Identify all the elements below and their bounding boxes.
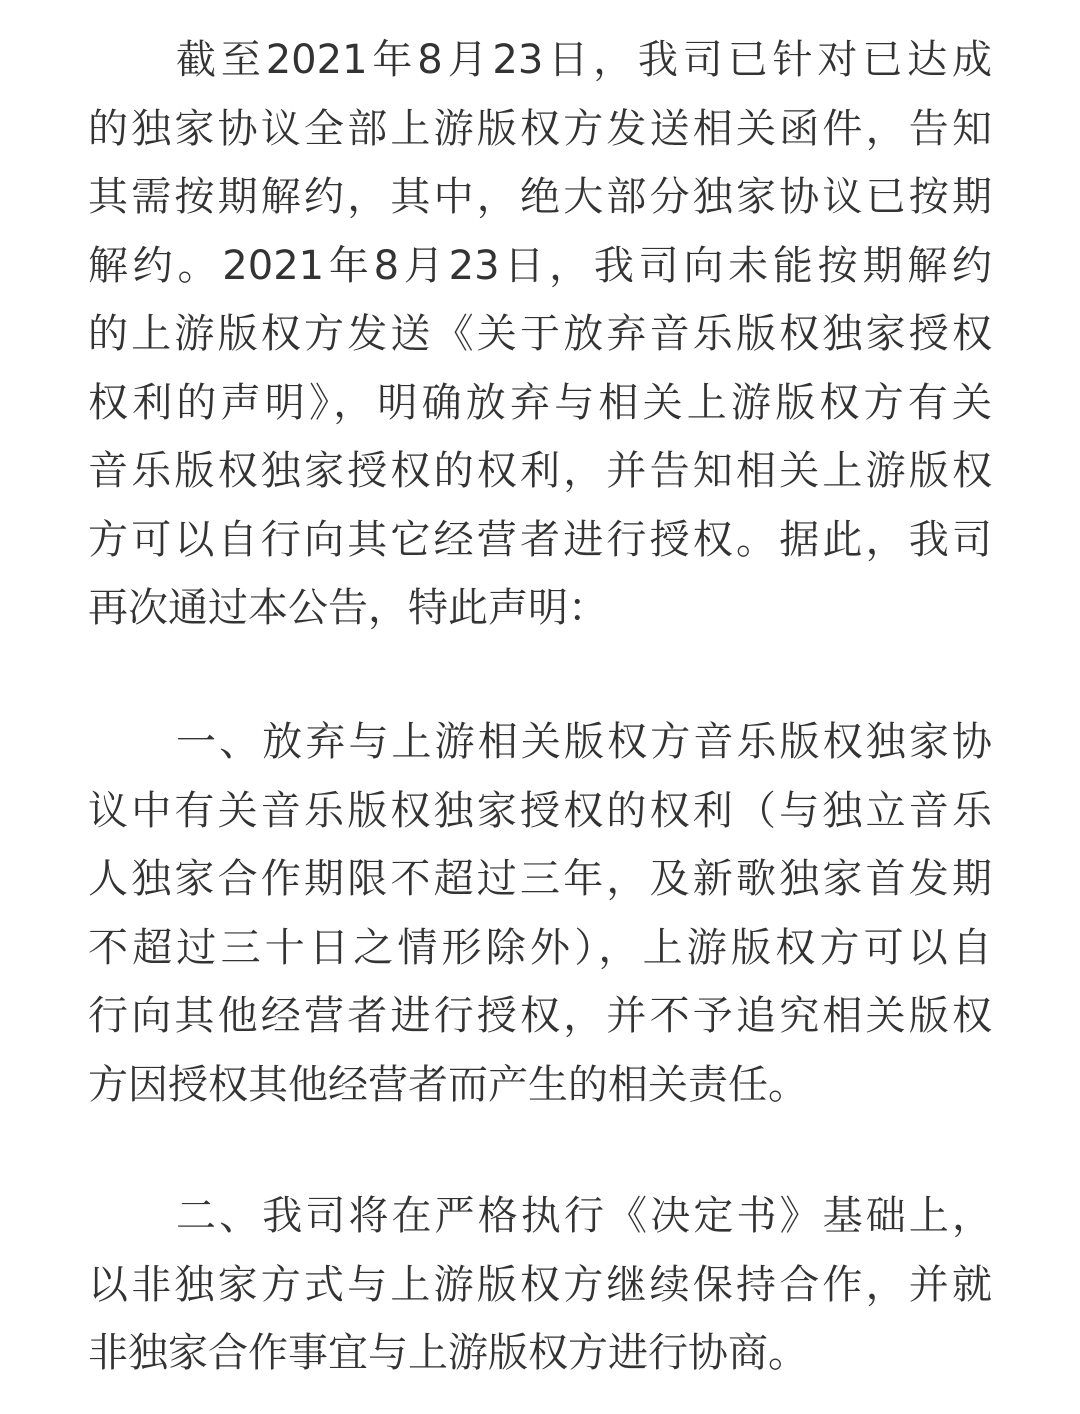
text-line: 解约。2021年8月23日，我司向未能按期解约	[88, 242, 992, 289]
text-line: 人独家合作期限不超过三年，及新歌独家首发期	[88, 856, 992, 902]
text-line: 音乐版权独家授权的权利，并告知相关上游版权	[88, 448, 992, 494]
text-line: 一、放弃与上游相关版权方音乐版权独家协	[176, 719, 992, 765]
text-line: 权利的声明》，明确放弃与相关上游版权方有关	[88, 379, 992, 426]
text-line: 方因授权其他经营者而产生的相关责任。	[88, 1061, 808, 1108]
text-line: 非独家合作事宜与上游版权方进行协商。	[88, 1330, 808, 1376]
text-line: 方可以自行向其它经营者进行授权。据此，我司	[88, 516, 992, 563]
paragraph-item-one	[88, 708, 992, 1119]
text-line: 的上游版权方发送《关于放弃音乐版权独家授权	[88, 311, 992, 357]
text-line: 截至2021年8月23日，我司已针对已达成	[176, 37, 992, 83]
text-line: 其需按期解约，其中，绝大部分独家协议已按期	[88, 174, 992, 220]
paragraph-item-two	[88, 1182, 992, 1388]
text-line: 行向其他经营者进行授权，并不予追究相关版权	[88, 993, 992, 1039]
text-line: 再次通过本公告，特此声明：	[88, 585, 608, 631]
text-line: 二、我司将在严格执行《决定书》基础上，	[176, 1193, 992, 1239]
text-line: 不超过三十日之情形除外），上游版权方可以自	[88, 924, 992, 971]
text-line: 议中有关音乐版权独家授权的权利（与独立音乐	[88, 787, 992, 834]
text-line: 以非独家方式与上游版权方继续保持合作，并就	[88, 1261, 992, 1308]
text-line: 的独家协议全部上游版权方发送相关函件，告知	[88, 105, 992, 152]
paragraph-intro	[88, 26, 992, 643]
